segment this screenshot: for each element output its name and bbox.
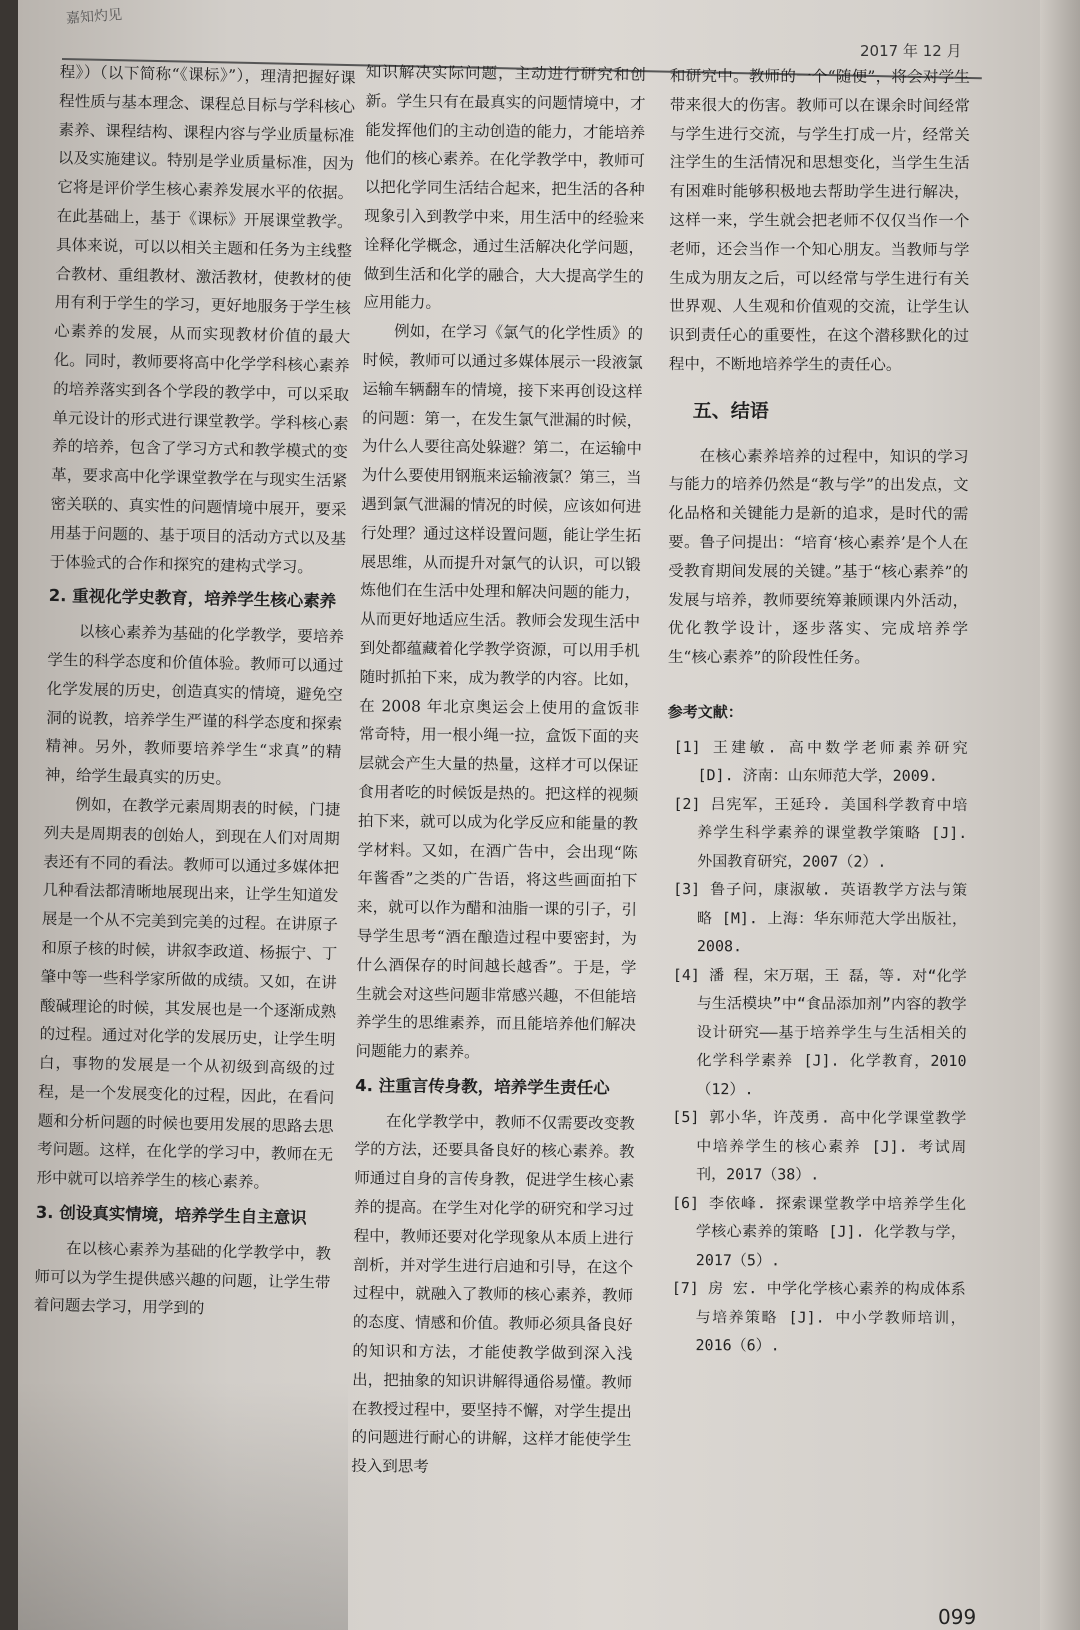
reference-item: [2] 吕宪军，王延玲. 美国科学教育中培养学生科学素养的课堂教学策略 [J]. 外国教育研究，2007（2）.: [673, 794, 968, 871]
photo-shadow: [18, 1380, 348, 1630]
paragraph: 在化学教学中，教师不仅需要改变教学的方法，还要具备良好的核心素养。教师通过自身的言传身教，促进学生核心素养的提高。在学生对化学的研究和学习过程中，教师还要对化学现象从本质上进行剖析，并对学生进行启迪和引导，在这个过程中，就融入了教师的核心素养，教师的态度、情感和价值。教师必须具备良好的知识和方法，才能使教学做到深入浅出，把抽象的知识讲解得通俗易懂。教师在教授过程中，要坚持不懈，对学生提出的问题进行耐心的讲解，这样才能使学生投入到思考: [351, 1111, 635, 1476]
section-heading: 4. 注重言传身教，培养学生责任心: [355, 1075, 610, 1098]
paragraph: 例如，在教学元素周期表的时候，门捷列夫是周期表的创始人，到现在人们对周期表还有不同的看法。教师可以通过多媒体把几种看法都清晰地展现出来，让学生知道发展是一个从不完美到完美的过程。在讲原子和原子核的时候，讲叙李政道、杨振宁、丁肇中等一些科学家所做的成绩。又如，在讲酸碱理论的时候，其发展也是一个逐渐成熟的过程。通过对化学的发展历史，让学生明白，事物的发展是一个从初级到高级的过程，是一个发展变化的过程，因此，在看问题和分析问题的时候也要用发展的思路去思考问题。这样，在化学的学习中，教师在无形中就可以培养学生的核心素养。: [36, 795, 341, 1192]
reference-item: [7] 房 宏. 中学化学核心素养的构成体系与培养策略 [J]. 中小学教师培训，2016（6）.: [671, 1279, 966, 1355]
conclusion-heading: 五、结语: [692, 399, 769, 423]
paragraph: 在以核心素养为基础的化学教学中，教师可以为学生提供感兴趣的问题，让学生带着问题去学习，用学到的: [33, 1239, 332, 1318]
section-heading: 3. 创设真实情境，培养学生自主意识: [35, 1202, 307, 1228]
paragraph: 在核心素养培养的过程中，知识的学习与能力的培养仍然是“教与学”的出发点，文化品格和关键能力是新的追求，是时代的需要。鲁子问提出：“培育‘核心素养’是个人在受教育期间发展的关键。”基于“核心素养”的发展与培养，教师要统筹兼顾课内外活动，优化教学设计，逐步落实、完成培养学生“核心素养”的阶段性任务。: [667, 446, 969, 667]
references-title: 参考文献：: [667, 702, 743, 722]
page-edge: [1040, 0, 1080, 1630]
paragraph: 例如，在学习《氯气的化学性质》的时候，教师可以通过多媒体展示一段液氯运输车辆翻车的情境，接下来再创设这样的问题：第一，在发生氯气泄漏的时候，为什么人要往高处躲避？第二，在运输中为什么要使用钢瓶来运输液氯？第三，当遇到氯气泄漏的情况的时候，应该如何进行处理？通过这样设置问题，能让学生拓展思维，从而提升对氯气的认识，可以锻炼他们在生活中处理和解决问题的能力，从而更好地适应生活。教师会发现生活中到处都蕴藏着化学教学资源，可以用手机随时抓拍下来，成为教学的内容。比如，在 2008 年北京奥运会上使用的盒饭非常奇特，用一根小绳一拉，盒饭下面的夹层就会产生大量的热量，这样才可以保证食用者吃的时候饭是热的。把这样的视频拍下来，就可以成为化学反应和能量的教学材料。又如，在酒广告中，会出现“陈年酱香”之类的广告语，将这些画面拍下来，就可以作为醋和油脂一课的引子，引导学生思考“酒在酿造过程中要密封，为什么酒保存的时间越长越香”。于是，学生就会对这些问题非常感兴趣，不但能培养学生的思维素养，而且能培养他们解决问题能力的素养。: [355, 322, 644, 1062]
journal-page: [18, 0, 1080, 1630]
page-number: 099: [938, 1605, 977, 1629]
reference-item: [1] 王建敏. 高中数学老师素养研究 [D]. 济南：山东师范大学，2009.: [673, 737, 968, 786]
issue-date: 2017 年 12 月: [860, 42, 962, 60]
column-1: [34, 58, 356, 1326]
reference-item: [6] 李依峰. 探索课堂教学中培养学生化学核心素养的策略 [J]. 化学教与学，2017（5）.: [671, 1193, 967, 1270]
paragraph: 知识解决实际问题，主动进行研究和创新。学生只有在最真实的问题情境中，才能发挥他们的主动创造的能力，才能培养他们的核心素养。在化学教学中，教师可以把化学同生活结合起来，把生活的各种现象引入到教学中来，用生活中的经验来诠释化学概念，通过生活解决化学问题，做到生活和化学的融合，大大提高学生的应用能力。: [363, 62, 646, 313]
paragraph: 程》）（以下简称“《课标》”），理清把握好课程性质与基本理念、课程总目标与学科核心素养、课程结构、课程内容与学业质量标准以及实施建议。特别是学业质量标准，因为它将是评价学生核心素养发展水平的依据。在此基础上，基于《课标》开展课堂教学。具体来说，可以以相关主题和任务为主线整合教材、重组教材、激活教材，使教材的使用有利于学生的学习，更好地服务于学生核心素养的发展，从而实现教材价值的最大化。同时，教师要将高中化学学科核心素养的培养落实到各个学段的教学中，可以采取单元设计的形式进行课堂教学。学科核心素养的培养，包含了学习方式和教学模式的变革，要求高中化学课堂教学在与现实生活紧密关联的、真实性的问题情境中展开，要采用基于问题的、基于项目的活动方式以及基于体验式的合作和探究的建构式学习。: [49, 62, 356, 576]
reference-item: [5] 郭小华，许茂勇. 高中化学课堂教学中培养学生的核心素养 [J]. 考试周刊，2017（38）.: [672, 1108, 967, 1184]
column-2: [351, 58, 646, 1484]
paragraph: 以核心素养为基础的化学教学，要培养学生的科学态度和价值体验。教师可以通过化学发展的历史，创造真实的情境，避免空洞的说教，培养学生严谨的科学态度和探索精神。另外，教师要培养学生“求真”的精神，给学生最真实的历史。: [44, 622, 345, 788]
paragraph: 和研究中。教师的一个“随便”，将会对学生带来很大的伤害。教师可以在课余时间经常与学生进行交流，与学生打成一片，经常关注学生的生活情况和思想变化，当学生生活有困难时能够积极地去帮助学生进行解决，这样一来，学生就会把老师不仅仅当作一个老师，还会当作一个知心朋友。当教师与学生成为朋友之后，可以经常与学生进行有关世界观、人生观和价值观的交流，让学生认识到责任心的重要性，在这个潜移默化的过程中，不断地培养学生的责任心。: [668, 66, 970, 374]
reference-item: [4] 潘 程，宋万琚，王 磊，等. 对“化学与生活模块”中“食品添加剂”内容的教学设计研究——基于培养学生与生活相关的化学科学素养 [J]. 化学教育，2010（12）.: [672, 965, 967, 1099]
running-header: 嘉知灼见: [65, 7, 123, 27]
section-heading: 2. 重视化学史教育，培养学生核心素养: [48, 586, 337, 612]
column-3: [665, 62, 970, 1361]
reference-item: [3] 鲁子问，康淑敏. 英语教学方法与策略 [M]. 上海：华东师范大学出版社，2008.: [673, 880, 968, 956]
